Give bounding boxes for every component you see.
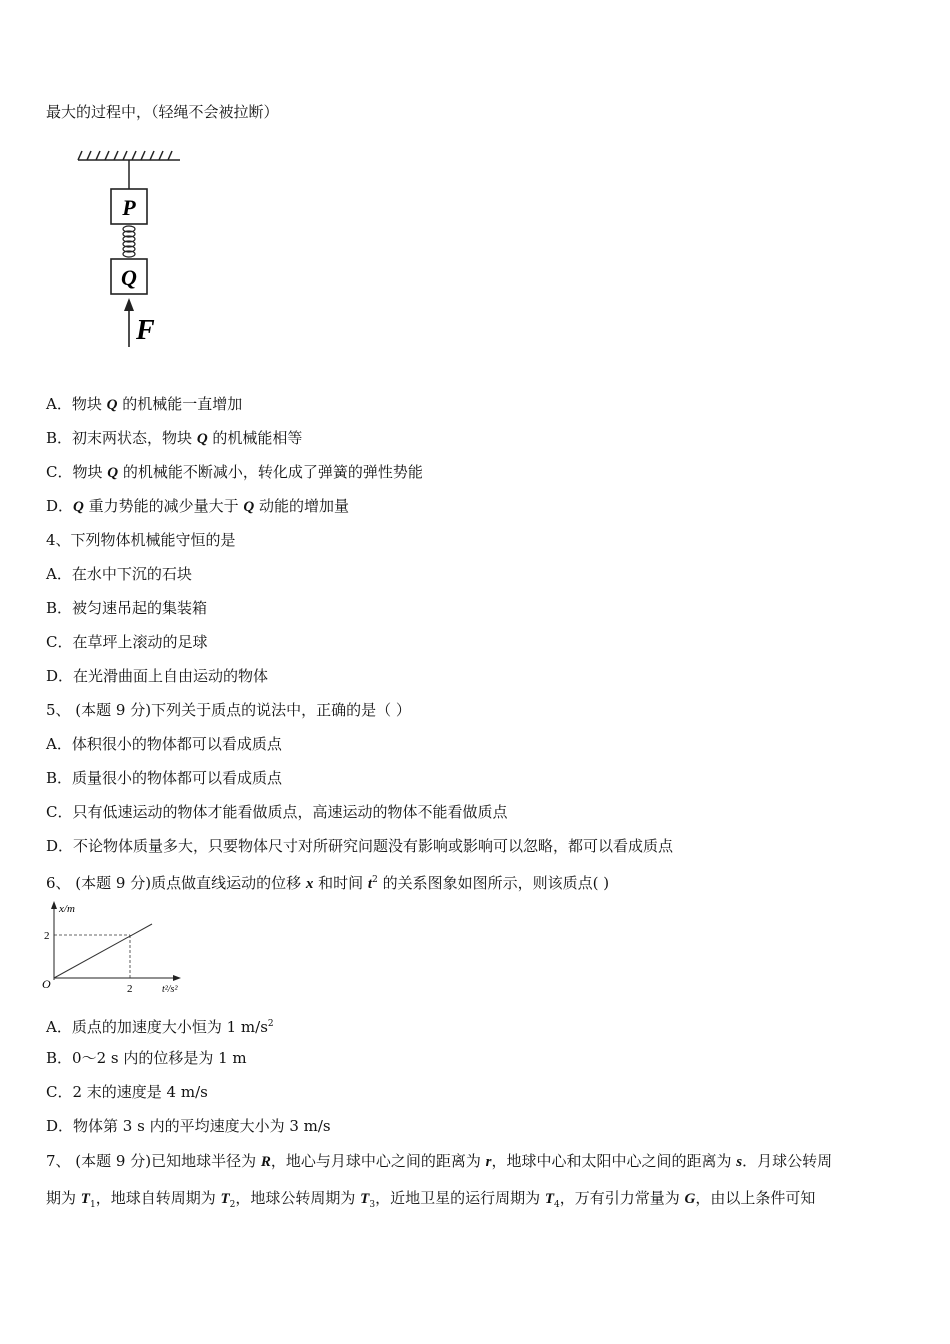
q4-stem: 4、下列物体机械能守恒的是 (46, 531, 236, 549)
q5-option-b: B．质量很小的物体都可以看成质点 (46, 769, 283, 787)
x-axis-arrow (173, 975, 181, 981)
q3-option-b: B．初末两状态，物块 Q 的机械能相等 (46, 429, 303, 447)
q6-stem: 6、 (本题 9 分)质点做直线运动的位移 x 和时间 $t^2$ 的关系图象如图所示，则该质点( ) (46, 874, 610, 892)
q3-option-d: D．Q 重力势能的减少量大于 Q 动能的增加量 (46, 497, 350, 515)
q4-option-a: A．在水中下沉的石块 (46, 565, 192, 583)
x-tick-label: 2 (127, 983, 133, 995)
q5-option-c: C．只有低速运动的物体才能看做质点，高速运动的物体不能看做质点 (46, 803, 508, 821)
q3-option-a: A．物块 Q 的机械能一直增加 (46, 395, 243, 413)
ceiling-hatch (78, 151, 180, 160)
force-arrow-head (124, 298, 134, 311)
q4-option-d: D．在光滑曲面上自由运动的物体 (46, 667, 269, 685)
q6-option-a: A．质点的加速度大小恒为 1 $m/s^2$ (46, 1018, 274, 1036)
q7-stem-line1: 7、 (本题 9 分)已知地球半径为 R，地心与月球中心之间的距离为 r，地球中心和太阳中心之间的距离为 s．月球公转周 (46, 1152, 833, 1170)
spring (123, 226, 135, 257)
q3-option-c: C．物块 Q 的机械能不断减小，转化成了弹簧的弹性势能 (46, 463, 423, 481)
data-line (54, 924, 152, 978)
x-t2-graph (40, 898, 190, 996)
q6-option-b: B．0～2 s 内的位移是为 1 m (46, 1049, 247, 1067)
label-p: P (122, 195, 136, 220)
q6-option-d: D．物体第 3 s 内的平均速度大小为 3 m/s (46, 1117, 331, 1135)
x-axis-label: t²/s² (162, 984, 178, 995)
q5-option-a: A．体积很小的物体都可以看成质点 (46, 735, 282, 753)
q7-stem-line2: 期为 $T_1$，地球自转周期为 $T_2$，地球公转周期为 $T_3$，近地卫星的运行周期为 $T_4$，万有引力常量为 G，由以上条件可知 (46, 1189, 816, 1210)
y-axis-label: x/m (59, 903, 75, 915)
q4-option-c: C．在草坪上滚动的足球 (46, 633, 208, 651)
spring-blocks-figure (70, 148, 180, 353)
label-f: F (136, 315, 155, 346)
q5-option-d: D．不论物体质量多大，只要物体尺寸对所研究问题没有影响或影响可以忽略，都可以看成质点 (46, 837, 674, 855)
q6-option-c: C．2 末的速度是 4 m/s (46, 1083, 208, 1101)
q5-stem: 5、 (本题 9 分)下列关于质点的说法中，正确的是（ ） (46, 701, 411, 719)
origin-label: O (42, 977, 51, 991)
y-tick-label: 2 (44, 930, 50, 942)
label-q: Q (121, 265, 137, 290)
y-axis-arrow (51, 901, 57, 909)
intro-text: 最大的过程中，（轻绳不会被拉断） (46, 103, 279, 121)
q4-option-b: B．被匀速吊起的集装箱 (46, 599, 208, 617)
